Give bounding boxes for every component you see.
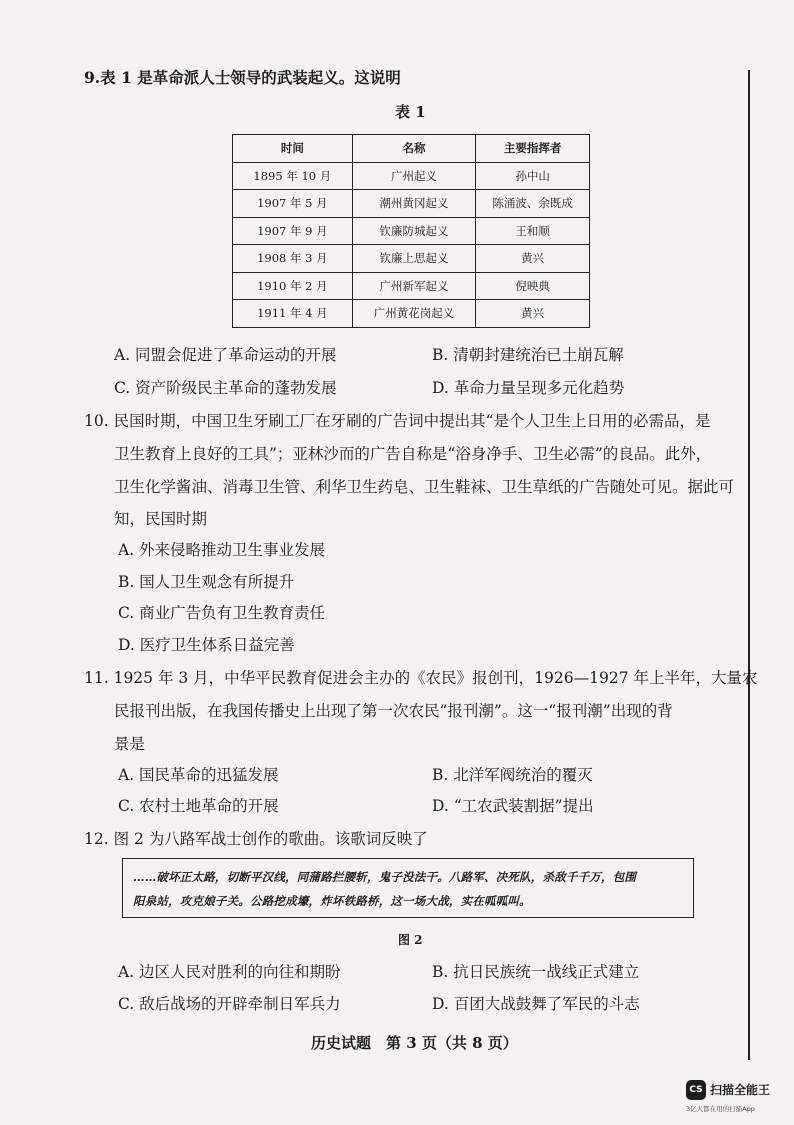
q11-option-d: D. “工农武装割据”提出 (432, 797, 594, 815)
q9-option-d: D. 革命力量呈现多元化趋势 (432, 379, 625, 397)
table-cell-time: 1907 年 9 月 (233, 217, 353, 245)
q12-option-d: D. 百团大战鼓舞了军民的斗志 (432, 995, 640, 1013)
table-row (233, 272, 590, 300)
table-cell-time: 1911 年 4 月 (233, 300, 353, 328)
q10-option-c: C. 商业广告负有卫生教育责任 (118, 604, 326, 622)
table-cell-name: 广州黄花岗起义 (352, 300, 476, 328)
table-cell-leader: 王和顺 (476, 217, 590, 245)
table-row (233, 217, 590, 245)
q10-option-d: D. 医疗卫生体系日益完善 (118, 636, 295, 654)
q12-option-a: A. 边区人民对胜利的向往和期盼 (118, 963, 341, 981)
q9-uprisings-table (232, 134, 590, 328)
watermark-app-name: 扫描全能王 (710, 1083, 771, 1097)
table-cell-name: 钦廉防城起义 (352, 217, 476, 245)
q11-stem-line3: 景是 (114, 735, 146, 753)
table-cell-leader: 倪映典 (476, 272, 590, 300)
table-header-row (233, 135, 590, 163)
q12-song-lyrics-box (122, 858, 694, 918)
table-cell-leader: 黄兴 (476, 300, 590, 328)
q11-stem-line1: 11. 1925 年 3 月，中华平民教育促进会主办的《农民》报创刊，1926—1927 年上半年，大量农 (84, 669, 758, 687)
table-row (233, 162, 590, 190)
q12-stem: 12. 图 2 为八路军战士创作的歌曲。该歌词反映了 (84, 830, 428, 848)
q10-stem-line4: 知，民国时期 (114, 510, 208, 528)
table-cell-name: 潮州黄冈起义 (352, 190, 476, 218)
table-cell-time: 1910 年 2 月 (233, 272, 353, 300)
q11-option-a: A. 国民革命的迅猛发展 (118, 766, 279, 784)
table-row (233, 245, 590, 273)
table-header-cell: 名称 (352, 135, 476, 163)
q9-table-title: 表 1 (395, 103, 426, 121)
table-cell-name: 广州新军起义 (352, 272, 476, 300)
table-cell-time: 1908 年 3 月 (233, 245, 353, 273)
page-footer: 历史试题 第 3 页（共 8 页） (311, 1034, 518, 1052)
table-cell-leader: 黄兴 (476, 245, 590, 273)
q11-option-b: B. 北洋军阀统治的覆灭 (432, 766, 593, 784)
q12-option-b: B. 抗日民族统一战线正式建立 (432, 963, 640, 981)
q10-option-b: B. 国人卫生观念有所提升 (118, 573, 295, 591)
q10-stem-line2: 卫生教育上良好的工具”；亚林沙而的广告自称是“浴身净手、卫生必需”的良品。此外， (114, 445, 712, 463)
scanner-watermark (686, 1080, 786, 1120)
q10-option-a: A. 外来侵略推动卫生事业发展 (118, 541, 326, 559)
q9-stem: 9.表 1 是革命派人士领导的武装起义。这说明 (84, 68, 401, 87)
table-row (233, 190, 590, 218)
q12-option-c: C. 敌后战场的开辟牵制日军兵力 (118, 995, 341, 1013)
table-header-cell: 主要指挥者 (476, 135, 590, 163)
q11-stem-line2: 民报刊出版，在我国传播史上出现了第一次农民“报刊潮”。这一“报刊潮”出现的背 (114, 702, 673, 720)
q9-option-a: A. 同盟会促进了革命运动的开展 (114, 346, 337, 364)
table-cell-name: 钦廉上思起义 (352, 245, 476, 273)
song-lyrics-line: ……破坏正太路，切断平汉线，同蒲路拦腰斩，鬼子没法干。八路军、决死队，杀敌千千万，包围 (133, 870, 637, 884)
q12-figure-caption: 图 2 (398, 933, 423, 947)
q10-stem-line3: 卫生化学酱油、消毒卫生管、利华卫生药皂、卫生鞋袜、卫生草纸的广告随处可见。据此可 (114, 478, 735, 496)
page-margin-rule (748, 70, 750, 1060)
table-row (233, 300, 590, 328)
table-cell-name: 广州起义 (352, 162, 476, 190)
camscanner-logo-icon: CS (686, 1080, 706, 1100)
table-cell-time: 1895 年 10 月 (233, 162, 353, 190)
q9-option-b: B. 清朝封建统治已土崩瓦解 (432, 346, 624, 364)
table-cell-leader: 陈涌波、余既成 (476, 190, 590, 218)
table-cell-leader: 孙中山 (476, 162, 590, 190)
q11-option-c: C. 农村土地革命的开展 (118, 797, 279, 815)
q10-stem-line1: 10. 民国时期，中国卫生牙刷工厂在牙刷的广告词中提出其“是个人卫生上日用的必需品，是 (84, 412, 711, 430)
watermark-tagline: 3亿人都在用的扫描App (686, 1105, 755, 1113)
q9-option-c: C. 资产阶级民主革命的蓬勃发展 (114, 379, 337, 397)
table-cell-time: 1907 年 5 月 (233, 190, 353, 218)
song-lyrics-line: 阳泉站，攻克娘子关。公路挖成壕，炸坏铁路桥，这一场大战，实在呱呱叫。 (133, 894, 531, 908)
table-header-cell: 时间 (233, 135, 353, 163)
